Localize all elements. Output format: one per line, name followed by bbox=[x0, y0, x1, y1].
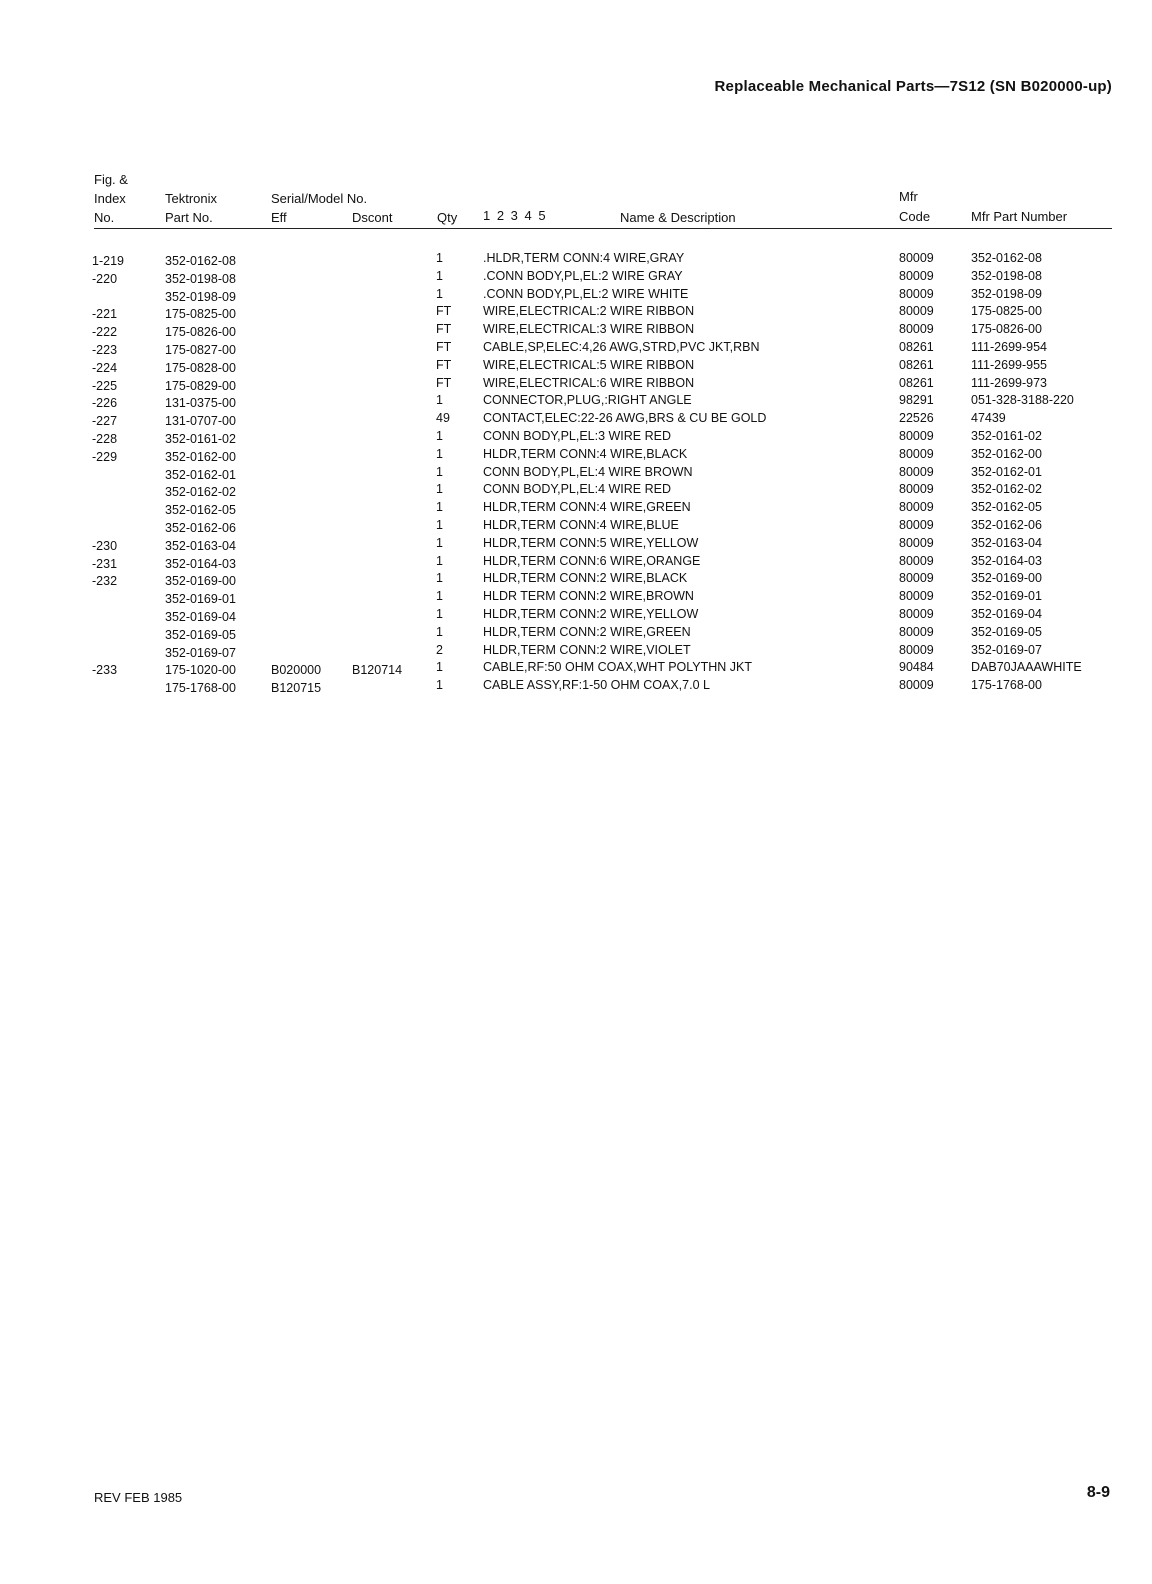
mfr-part-number: 352-0162-01 bbox=[971, 464, 1042, 479]
name-description: .CONN BODY,PL,EL:2 WIRE WHITE bbox=[483, 286, 689, 301]
index-number: -224 bbox=[92, 360, 118, 375]
table-row bbox=[0, 321, 1152, 339]
mfr-part-number: DAB70JAAAWHITE bbox=[971, 660, 1082, 675]
table-row bbox=[0, 517, 1152, 535]
serial-dscont: B120714 bbox=[352, 663, 403, 678]
quantity: 1 bbox=[436, 678, 443, 693]
quantity: 1 bbox=[436, 500, 443, 515]
name-description: HLDR,TERM CONN:6 WIRE,ORANGE bbox=[483, 553, 701, 568]
mfr-part-number: 352-0169-05 bbox=[971, 624, 1042, 639]
name-description: HLDR,TERM CONN:5 WIRE,YELLOW bbox=[483, 535, 699, 550]
table-row bbox=[0, 499, 1152, 517]
header-eff: Eff bbox=[271, 210, 287, 225]
index-number: -222 bbox=[92, 325, 118, 340]
tektronix-part-no: 352-0198-09 bbox=[165, 289, 236, 304]
tektronix-part-no: 352-0169-01 bbox=[165, 592, 236, 607]
quantity: 1 bbox=[436, 606, 443, 621]
mfr-part-number: 352-0169-07 bbox=[971, 642, 1042, 657]
parts-table bbox=[0, 250, 1152, 695]
mfr-part-number: 352-0163-04 bbox=[971, 535, 1042, 550]
tektronix-part-no: 175-1768-00 bbox=[165, 681, 236, 696]
name-description: CONN BODY,PL,EL:4 WIRE BROWN bbox=[483, 464, 693, 479]
header-fig-line1: Fig. & bbox=[94, 172, 128, 187]
index-number: -220 bbox=[92, 271, 118, 286]
mfr-part-number: 352-0162-05 bbox=[971, 500, 1042, 515]
quantity: 1 bbox=[436, 571, 443, 586]
header-serial-model: Serial/Model No. bbox=[271, 191, 368, 206]
name-description: WIRE,ELECTRICAL:5 WIRE RIBBON bbox=[483, 357, 695, 372]
mfr-part-number: 111-2699-954 bbox=[971, 339, 1047, 354]
mfr-part-number: 352-0198-08 bbox=[971, 268, 1042, 283]
index-number: -228 bbox=[92, 431, 118, 446]
header-fig-line3: No. bbox=[94, 210, 115, 225]
table-row bbox=[0, 446, 1152, 464]
table-row bbox=[0, 624, 1152, 642]
header-mfr-part-number: Mfr Part Number bbox=[971, 209, 1068, 224]
name-description: HLDR,TERM CONN:4 WIRE,GREEN bbox=[483, 500, 691, 515]
tektronix-part-no: 352-0169-04 bbox=[165, 609, 236, 624]
quantity: 1 bbox=[436, 482, 443, 497]
mfr-code: 80009 bbox=[899, 678, 934, 693]
mfr-part-number: 111-2699-955 bbox=[971, 357, 1047, 372]
name-description: CABLE,RF:50 OHM COAX,WHT POLYTHN JKT bbox=[483, 660, 753, 675]
table-row bbox=[0, 428, 1152, 446]
mfr-code: 08261 bbox=[899, 339, 934, 354]
tektronix-part-no: 131-0707-00 bbox=[165, 414, 236, 429]
name-description: HLDR TERM CONN:2 WIRE,BROWN bbox=[483, 589, 694, 604]
table-row bbox=[0, 410, 1152, 428]
quantity: FT bbox=[436, 304, 452, 319]
mfr-code: 80009 bbox=[899, 286, 934, 301]
header-divider bbox=[94, 228, 1112, 229]
quantity: 1 bbox=[436, 624, 443, 639]
header-mfr-code: Code bbox=[899, 209, 931, 224]
mfr-code: 22526 bbox=[899, 411, 934, 426]
table-row bbox=[0, 357, 1152, 375]
quantity: 1 bbox=[436, 589, 443, 604]
page-title: Replaceable Mechanical Parts—7S12 (SN B020000-up) bbox=[714, 78, 1112, 95]
mfr-part-number: 352-0162-08 bbox=[971, 251, 1042, 265]
index-number: -226 bbox=[92, 396, 118, 411]
mfr-code: 80009 bbox=[899, 606, 934, 621]
index-number: -227 bbox=[92, 414, 118, 429]
name-description: CABLE,SP,ELEC:4,26 AWG,STRD,PVC JKT,RBN bbox=[483, 339, 760, 354]
quantity: 1 bbox=[436, 393, 443, 408]
mfr-part-number: 175-0825-00 bbox=[971, 304, 1042, 319]
mfr-part-number: 352-0164-03 bbox=[971, 553, 1042, 568]
mfr-code: 80009 bbox=[899, 517, 934, 532]
name-description: .HLDR,TERM CONN:4 WIRE,GRAY bbox=[483, 251, 685, 265]
mfr-code: 80009 bbox=[899, 624, 934, 639]
mfr-part-number: 352-0198-09 bbox=[971, 286, 1042, 301]
page-number: 8-9 bbox=[1086, 1484, 1110, 1501]
header-indent-levels: 1 2 3 4 5 bbox=[483, 208, 546, 223]
quantity: FT bbox=[436, 357, 452, 372]
tektronix-part-no: 352-0162-00 bbox=[165, 449, 236, 464]
table-row bbox=[0, 268, 1152, 286]
name-description: CONN BODY,PL,EL:4 WIRE RED bbox=[483, 482, 672, 497]
mfr-code: 80009 bbox=[899, 571, 934, 586]
header-part-no: Part No. bbox=[165, 210, 213, 225]
name-description: .CONN BODY,PL,EL:2 WIRE GRAY bbox=[483, 268, 683, 283]
mfr-code: 80009 bbox=[899, 482, 934, 497]
quantity: 1 bbox=[436, 517, 443, 532]
mfr-part-number: 47439 bbox=[971, 411, 1006, 426]
tektronix-part-no: 175-0827-00 bbox=[165, 342, 236, 357]
quantity: 1 bbox=[436, 446, 443, 461]
table-row bbox=[0, 250, 1152, 268]
mfr-code: 80009 bbox=[899, 589, 934, 604]
tektronix-part-no: 352-0162-02 bbox=[165, 485, 236, 500]
index-number: 1-219 bbox=[92, 254, 124, 268]
table-row bbox=[0, 464, 1152, 482]
tektronix-part-no: 352-0161-02 bbox=[165, 431, 236, 446]
name-description: CONTACT,ELEC:22-26 AWG,BRS & CU BE GOLD bbox=[483, 411, 767, 426]
name-description: CABLE ASSY,RF:1-50 OHM COAX,7.0 L bbox=[483, 678, 710, 693]
mfr-code: 90484 bbox=[899, 660, 934, 675]
mfr-part-number: 352-0169-04 bbox=[971, 606, 1042, 621]
mfr-code: 80009 bbox=[899, 446, 934, 461]
table-row bbox=[0, 553, 1152, 571]
quantity: 1 bbox=[436, 660, 443, 675]
mfr-part-number: 352-0162-02 bbox=[971, 482, 1042, 497]
table-row bbox=[0, 642, 1152, 660]
mfr-part-number: 352-0162-06 bbox=[971, 517, 1042, 532]
mfr-code: 80009 bbox=[899, 464, 934, 479]
header-tektronix: Tektronix bbox=[165, 191, 218, 206]
index-number: -225 bbox=[92, 378, 118, 393]
name-description: WIRE,ELECTRICAL:3 WIRE RIBBON bbox=[483, 322, 695, 337]
table-row bbox=[0, 286, 1152, 304]
tektronix-part-no: 352-0162-08 bbox=[165, 254, 236, 268]
quantity: FT bbox=[436, 322, 452, 337]
name-description: CONN BODY,PL,EL:3 WIRE RED bbox=[483, 428, 672, 443]
tektronix-part-no: 352-0169-05 bbox=[165, 627, 236, 642]
index-number: -230 bbox=[92, 538, 118, 553]
mfr-code: 80009 bbox=[899, 428, 934, 443]
mfr-part-number: 175-0826-00 bbox=[971, 322, 1042, 337]
name-description: CONNECTOR,PLUG,:RIGHT ANGLE bbox=[483, 393, 692, 408]
mfr-part-number: 051-328-3188-220 bbox=[971, 393, 1074, 408]
tektronix-part-no: 352-0169-00 bbox=[165, 574, 236, 589]
table-row bbox=[0, 481, 1152, 499]
mfr-part-number: 352-0169-01 bbox=[971, 589, 1042, 604]
name-description: HLDR,TERM CONN:2 WIRE,BLACK bbox=[483, 571, 688, 586]
table-row bbox=[0, 339, 1152, 357]
mfr-code: 80009 bbox=[899, 535, 934, 550]
quantity: 1 bbox=[436, 428, 443, 443]
serial-eff: B020000 bbox=[271, 663, 322, 678]
mfr-code: 98291 bbox=[899, 393, 934, 408]
name-description: HLDR,TERM CONN:4 WIRE,BLACK bbox=[483, 446, 688, 461]
mfr-code: 80009 bbox=[899, 322, 934, 337]
tektronix-part-no: 175-0828-00 bbox=[165, 360, 236, 375]
index-number: -223 bbox=[92, 342, 118, 357]
header-mfr: Mfr bbox=[899, 189, 918, 204]
mfr-code: 80009 bbox=[899, 642, 934, 657]
mfr-code: 08261 bbox=[899, 375, 934, 390]
header-fig-line2: Index bbox=[94, 191, 126, 206]
index-number: -232 bbox=[92, 574, 118, 589]
quantity: FT bbox=[436, 375, 452, 390]
mfr-part-number: 111-2699-973 bbox=[971, 375, 1047, 390]
mfr-part-number: 352-0169-00 bbox=[971, 571, 1042, 586]
tektronix-part-no: 175-0829-00 bbox=[165, 378, 236, 393]
mfr-code: 80009 bbox=[899, 251, 934, 265]
tektronix-part-no: 352-0163-04 bbox=[165, 538, 236, 553]
quantity: 1 bbox=[436, 535, 443, 550]
quantity: 49 bbox=[436, 411, 450, 426]
tektronix-part-no: 352-0169-07 bbox=[165, 645, 236, 660]
header-qty: Qty bbox=[437, 210, 458, 225]
quantity: 1 bbox=[436, 268, 443, 283]
tektronix-part-no: 131-0375-00 bbox=[165, 396, 236, 411]
index-number: -229 bbox=[92, 449, 118, 464]
mfr-code: 80009 bbox=[899, 553, 934, 568]
tektronix-part-no: 352-0198-08 bbox=[165, 271, 236, 286]
revision-date: REV FEB 1985 bbox=[94, 1490, 183, 1505]
tektronix-part-no: 352-0162-01 bbox=[165, 467, 236, 482]
table-row bbox=[0, 570, 1152, 588]
tektronix-part-no: 352-0164-03 bbox=[165, 556, 236, 571]
name-description: HLDR,TERM CONN:4 WIRE,BLUE bbox=[483, 517, 679, 532]
quantity: 1 bbox=[436, 464, 443, 479]
table-row bbox=[0, 535, 1152, 553]
table-row bbox=[0, 606, 1152, 624]
mfr-code: 80009 bbox=[899, 304, 934, 319]
table-row bbox=[0, 375, 1152, 393]
mfr-code: 08261 bbox=[899, 357, 934, 372]
name-description: HLDR,TERM CONN:2 WIRE,YELLOW bbox=[483, 606, 699, 621]
index-number: -231 bbox=[92, 556, 118, 571]
index-number: -233 bbox=[92, 663, 118, 678]
header-dscont: Dscont bbox=[352, 210, 393, 225]
tektronix-part-no: 352-0162-06 bbox=[165, 520, 236, 535]
name-description: HLDR,TERM CONN:2 WIRE,VIOLET bbox=[483, 642, 691, 657]
index-number: -221 bbox=[92, 307, 118, 322]
name-description: HLDR,TERM CONN:2 WIRE,GREEN bbox=[483, 624, 691, 639]
mfr-code: 80009 bbox=[899, 500, 934, 515]
name-description: WIRE,ELECTRICAL:2 WIRE RIBBON bbox=[483, 304, 695, 319]
table-row bbox=[0, 303, 1152, 321]
quantity: 1 bbox=[436, 553, 443, 568]
serial-eff: B120715 bbox=[271, 681, 322, 696]
mfr-part-number: 175-1768-00 bbox=[971, 678, 1042, 693]
tektronix-part-no: 175-1020-00 bbox=[165, 663, 236, 678]
table-row bbox=[0, 677, 1152, 695]
quantity: 1 bbox=[436, 251, 443, 265]
name-description: WIRE,ELECTRICAL:6 WIRE RIBBON bbox=[483, 375, 695, 390]
quantity: 2 bbox=[436, 642, 443, 657]
tektronix-part-no: 175-0825-00 bbox=[165, 307, 236, 322]
mfr-part-number: 352-0162-00 bbox=[971, 446, 1042, 461]
mfr-part-number: 352-0161-02 bbox=[971, 428, 1042, 443]
tektronix-part-no: 352-0162-05 bbox=[165, 503, 236, 518]
mfr-code: 80009 bbox=[899, 268, 934, 283]
table-row bbox=[0, 588, 1152, 606]
quantity: FT bbox=[436, 339, 452, 354]
tektronix-part-no: 175-0826-00 bbox=[165, 325, 236, 340]
table-row bbox=[0, 392, 1152, 410]
header-name-description: Name & Description bbox=[620, 210, 736, 225]
quantity: 1 bbox=[436, 286, 443, 301]
table-row bbox=[0, 659, 1152, 677]
